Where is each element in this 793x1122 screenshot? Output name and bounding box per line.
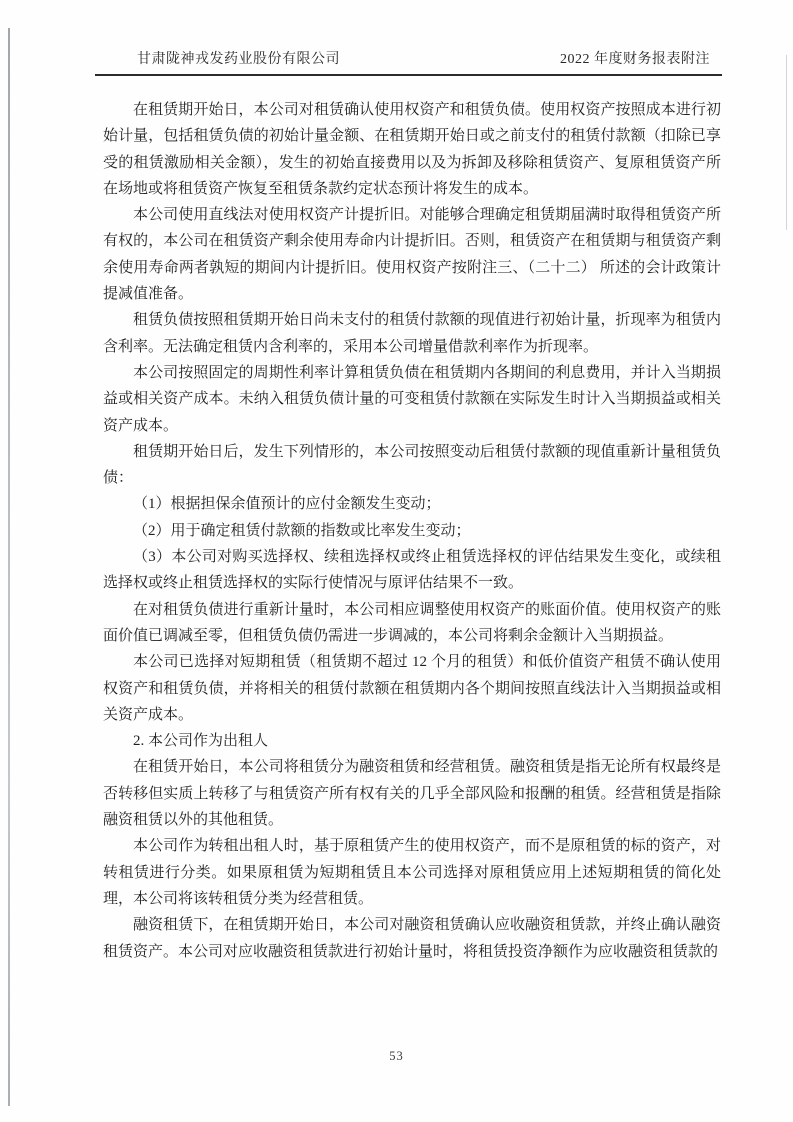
paragraph-sublease-classification: 本公司作为转租出租人时，基于原租赁产生的使用权资产，而不是原租赁的标的资产，对转租赁进行分类。如果原租赁为短期租赁且本公司选择对原租赁应用上述短期租赁的简化处理，本公司将该转租赁分类为经营租赁。 — [103, 838, 721, 907]
list-item-1: （1）根据担保余值预计的应付金额发生变动； — [133, 496, 441, 513]
scan-artifact-left-edge — [8, 28, 10, 1106]
header-report-title: 2022 年度财务报表附注 — [560, 52, 710, 67]
document-body — [103, 97, 721, 965]
header-company-name: 甘肃陇神戎发药业股份有限公司 — [137, 52, 340, 67]
paragraph-lease-classification: 在租赁开始日，本公司将租赁分为融资租赁和经营租赁。融资租赁是指无论所有权最终是否转移但实质上转移了与租赁资产所有权有关的几乎全部风险和报酬的租赁。经营租赁是指除融资租赁以外的其他租赁。 — [103, 759, 721, 829]
paragraph-finance-lease-receivable: 融资租赁下，在租赁期开始日，本公司对融资租赁确认应收融资租赁款，并终止确认融资租赁资产。本公司对应收融资租赁款进行初始计量时，将租赁投资净额作为应收融资租赁款的 — [103, 917, 721, 960]
paragraph-lease-recognition: 在租赁期开始日，本公司对租赁确认使用权资产和租赁负债。使用权资产按照成本进行初始计量，包括租赁负债的初始计量金额、在租赁期开始日或之前支付的租赁付款额（扣除已享受的租赁激励相关金额），发生的初始直接费用以及为拆卸及移除租赁资产、复原租赁资产所在场地或将租赁资产恢复至租赁条款约定状态预计将发生的成本。 — [103, 102, 721, 197]
paragraph-short-term-lease: 本公司已选择对短期租赁（租赁期不超过 12 个月的租赁）和低价值资产租赁不确认使用权资产和租赁负债，并将相关的租赁付款额在租赁期内各个期间按照直线法计入当期损益或相关资产成本。 — [103, 654, 721, 723]
paragraph-remeasurement-intro: 租赁期开始日后，发生下列情形的，本公司按照变动后租赁付款额的现值重新计量租赁负债： — [103, 443, 721, 487]
list-item-2: （2）用于确定租赁付款额的指数或比率发生变动； — [133, 522, 471, 539]
page-number: 53 — [389, 1049, 404, 1063]
page-header — [95, 48, 722, 76]
paragraph-lease-liability-initial-measurement: 租赁负债按照租赁期开始日尚未支付的租赁付款额的现值进行初始计量，折现率为租赁内含利率。无法确定租赁内含利率的，采用本公司增量借款利率作为折现率。 — [103, 312, 721, 355]
paragraph-depreciation-policy: 本公司使用直线法对使用权资产计提折旧。对能够合理确定租赁期届满时取得租赁资产所有权的，本公司在租赁资产剩余使用寿命内计提折旧。否则，租赁资产在租赁期与租赁资产剩余使用寿命两者孰短的期间内计提折旧。使用权资产按附注三、（二十二） 所述的会计政策计提减值准备。 — [103, 207, 721, 303]
scan-artifact-right-edge — [786, 55, 787, 230]
paragraph-periodic-interest: 本公司按照固定的周期性利率计算租赁负债在租赁期内各期间的利息费用，并计入当期损益或相关资产成本。未纳入租赁负债计量的可变租赁付款额在实际发生时计入当期损益或相关资产成本。 — [103, 364, 721, 434]
list-item-3: （3）本公司对购买选择权、续租选择权或终止租赁选择权的评估结果发生变化，或续租选择权或终止租赁选择权的实际行使情况与原评估结果不一致。 — [103, 549, 721, 592]
paragraph-remeasurement-adjustment: 在对租赁负债进行重新计量时，本公司相应调整使用权资产的账面价值。使用权资产的账面价值已调减至零，但租赁负债仍需进一步调减的，本公司将剩余金额计入当期损益。 — [103, 601, 721, 644]
page-footer — [0, 1049, 793, 1064]
heading-lessor-section: 2. 本公司作为出租人 — [133, 733, 269, 750]
